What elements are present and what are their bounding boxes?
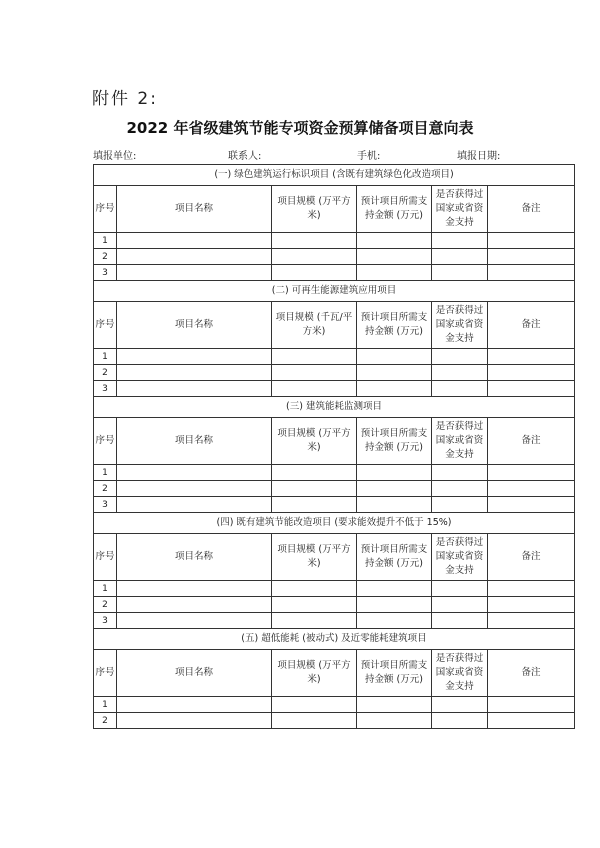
col-support-header: 是否获得过国家或省资金支持 xyxy=(432,534,488,581)
table-cell[interactable] xyxy=(117,613,272,629)
table-cell[interactable] xyxy=(117,481,272,497)
section-title-row xyxy=(94,397,575,418)
row-index: 3 xyxy=(94,613,117,629)
col-scale-header: 项目规模 (万平方米) xyxy=(272,418,357,465)
table-cell[interactable] xyxy=(432,597,488,613)
table-row xyxy=(94,481,575,497)
table-cell[interactable] xyxy=(357,265,432,281)
table-cell[interactable] xyxy=(488,581,575,597)
table-cell[interactable] xyxy=(488,381,575,397)
phone-label: 手机: xyxy=(357,151,381,162)
table-cell[interactable] xyxy=(117,349,272,365)
project-intent-table xyxy=(93,164,575,729)
table-row xyxy=(94,497,575,513)
table-cell[interactable] xyxy=(432,465,488,481)
table-row xyxy=(94,265,575,281)
table-cell[interactable] xyxy=(272,597,357,613)
table-cell[interactable] xyxy=(357,349,432,365)
table-cell[interactable] xyxy=(488,249,575,265)
col-remark-header: 备注 xyxy=(488,186,575,233)
table-cell[interactable] xyxy=(357,233,432,249)
table-row xyxy=(94,697,575,713)
section-title: (四) 既有建筑节能改造项目 (要求能效提升不低于 15%) xyxy=(94,513,575,534)
table-cell[interactable] xyxy=(432,497,488,513)
table-cell[interactable] xyxy=(488,233,575,249)
table-cell[interactable] xyxy=(488,597,575,613)
table-cell[interactable] xyxy=(432,581,488,597)
table-cell[interactable] xyxy=(117,365,272,381)
table-cell[interactable] xyxy=(488,465,575,481)
table-cell[interactable] xyxy=(357,249,432,265)
col-index-header: 序号 xyxy=(94,534,117,581)
attachment-label: 附件 2: xyxy=(92,89,158,109)
col-scale-header: 项目规模 (万平方米) xyxy=(272,534,357,581)
table-cell[interactable] xyxy=(488,613,575,629)
row-index: 3 xyxy=(94,497,117,513)
header-row xyxy=(94,650,575,697)
col-scale-header: 项目规模 (万平方米) xyxy=(272,186,357,233)
table-cell[interactable] xyxy=(488,713,575,729)
section-title: (一) 绿色建筑运行标识项目 (含既有建筑绿色化改造项目) xyxy=(94,165,575,186)
date-label: 填报日期: xyxy=(457,151,501,162)
table-cell[interactable] xyxy=(488,265,575,281)
table-cell[interactable] xyxy=(117,697,272,713)
col-index-header: 序号 xyxy=(94,418,117,465)
table-row xyxy=(94,249,575,265)
row-index: 1 xyxy=(94,233,117,249)
row-index: 1 xyxy=(94,697,117,713)
col-funding-header: 预计项目所需支持金额 (万元) xyxy=(357,186,432,233)
col-project-name-header: 项目名称 xyxy=(117,650,272,697)
table-row xyxy=(94,349,575,365)
col-remark-header: 备注 xyxy=(488,418,575,465)
col-index-header: 序号 xyxy=(94,302,117,349)
table-cell[interactable] xyxy=(117,597,272,613)
table-cell[interactable] xyxy=(432,697,488,713)
table-cell[interactable] xyxy=(432,249,488,265)
table-cell[interactable] xyxy=(357,713,432,729)
row-index: 1 xyxy=(94,349,117,365)
table-row xyxy=(94,613,575,629)
table-cell[interactable] xyxy=(272,713,357,729)
col-index-header: 序号 xyxy=(94,650,117,697)
table-cell[interactable] xyxy=(272,697,357,713)
table-cell[interactable] xyxy=(357,697,432,713)
table-cell[interactable] xyxy=(432,481,488,497)
table-cell[interactable] xyxy=(357,613,432,629)
table-row xyxy=(94,713,575,729)
table-cell[interactable] xyxy=(488,349,575,365)
col-project-name-header: 项目名称 xyxy=(117,186,272,233)
col-index-header: 序号 xyxy=(94,186,117,233)
table-cell[interactable] xyxy=(488,365,575,381)
col-funding-header: 预计项目所需支持金额 (万元) xyxy=(357,302,432,349)
table-cell[interactable] xyxy=(272,349,357,365)
header-row xyxy=(94,418,575,465)
table-cell[interactable] xyxy=(432,613,488,629)
table-cell[interactable] xyxy=(488,697,575,713)
table-cell[interactable] xyxy=(432,265,488,281)
row-index: 2 xyxy=(94,481,117,497)
table-cell[interactable] xyxy=(357,381,432,397)
col-project-name-header: 项目名称 xyxy=(117,302,272,349)
col-funding-header: 预计项目所需支持金额 (万元) xyxy=(357,534,432,581)
table-row xyxy=(94,597,575,613)
col-project-name-header: 项目名称 xyxy=(117,418,272,465)
table-cell[interactable] xyxy=(272,465,357,481)
row-index: 3 xyxy=(94,265,117,281)
table-cell[interactable] xyxy=(117,581,272,597)
table-cell[interactable] xyxy=(432,381,488,397)
section-title: (五) 超低能耗 (被动式) 及近零能耗建筑项目 xyxy=(94,629,575,650)
row-index: 2 xyxy=(94,365,117,381)
page-title: 2022 年省级建筑节能专项资金预算储备项目意向表 xyxy=(126,119,474,137)
table-cell[interactable] xyxy=(357,597,432,613)
col-scale-header: 项目规模 (千瓦/平方米) xyxy=(272,302,357,349)
col-remark-header: 备注 xyxy=(488,302,575,349)
table-row xyxy=(94,233,575,249)
col-funding-header: 预计项目所需支持金额 (万元) xyxy=(357,650,432,697)
table-cell[interactable] xyxy=(272,481,357,497)
table-cell[interactable] xyxy=(357,465,432,481)
table-cell[interactable] xyxy=(272,249,357,265)
table-cell[interactable] xyxy=(272,613,357,629)
col-support-header: 是否获得过国家或省资金支持 xyxy=(432,418,488,465)
section-title-row xyxy=(94,513,575,534)
section-title-row xyxy=(94,629,575,650)
table-cell[interactable] xyxy=(432,713,488,729)
table-cell[interactable] xyxy=(488,497,575,513)
table-cell[interactable] xyxy=(117,713,272,729)
table-cell[interactable] xyxy=(117,265,272,281)
table-cell[interactable] xyxy=(272,497,357,513)
table-cell[interactable] xyxy=(272,265,357,281)
col-support-header: 是否获得过国家或省资金支持 xyxy=(432,650,488,697)
col-scale-header: 项目规模 (万平方米) xyxy=(272,650,357,697)
section-title: (三) 建筑能耗监测项目 xyxy=(94,397,575,418)
col-support-header: 是否获得过国家或省资金支持 xyxy=(432,302,488,349)
row-index: 1 xyxy=(94,465,117,481)
table-row xyxy=(94,465,575,481)
row-index: 2 xyxy=(94,249,117,265)
col-remark-header: 备注 xyxy=(488,534,575,581)
col-remark-header: 备注 xyxy=(488,650,575,697)
table-cell[interactable] xyxy=(117,233,272,249)
table-cell[interactable] xyxy=(272,365,357,381)
section-title: (二) 可再生能源建筑应用项目 xyxy=(94,281,575,302)
col-support-header: 是否获得过国家或省资金支持 xyxy=(432,186,488,233)
table-cell[interactable] xyxy=(357,497,432,513)
table-row xyxy=(94,365,575,381)
row-index: 1 xyxy=(94,581,117,597)
header-row xyxy=(94,186,575,233)
row-index: 2 xyxy=(94,713,117,729)
row-index: 3 xyxy=(94,381,117,397)
header-row xyxy=(94,534,575,581)
table-cell[interactable] xyxy=(488,481,575,497)
table-row xyxy=(94,581,575,597)
table-cell[interactable] xyxy=(272,581,357,597)
table-cell[interactable] xyxy=(432,349,488,365)
table-row xyxy=(94,381,575,397)
section-title-row xyxy=(94,281,575,302)
table-cell[interactable] xyxy=(117,497,272,513)
table-cell[interactable] xyxy=(357,481,432,497)
unit-label: 填报单位: xyxy=(93,151,137,162)
row-index: 2 xyxy=(94,597,117,613)
table-cell[interactable] xyxy=(272,381,357,397)
table-cell[interactable] xyxy=(357,581,432,597)
table-cell[interactable] xyxy=(432,233,488,249)
table-cell[interactable] xyxy=(272,233,357,249)
table-cell[interactable] xyxy=(117,249,272,265)
col-project-name-header: 项目名称 xyxy=(117,534,272,581)
contact-label: 联系人: xyxy=(228,151,262,162)
table-cell[interactable] xyxy=(432,365,488,381)
section-title-row xyxy=(94,165,575,186)
col-funding-header: 预计项目所需支持金额 (万元) xyxy=(357,418,432,465)
table-cell[interactable] xyxy=(117,465,272,481)
table-cell[interactable] xyxy=(117,381,272,397)
table-cell[interactable] xyxy=(357,365,432,381)
header-row xyxy=(94,302,575,349)
